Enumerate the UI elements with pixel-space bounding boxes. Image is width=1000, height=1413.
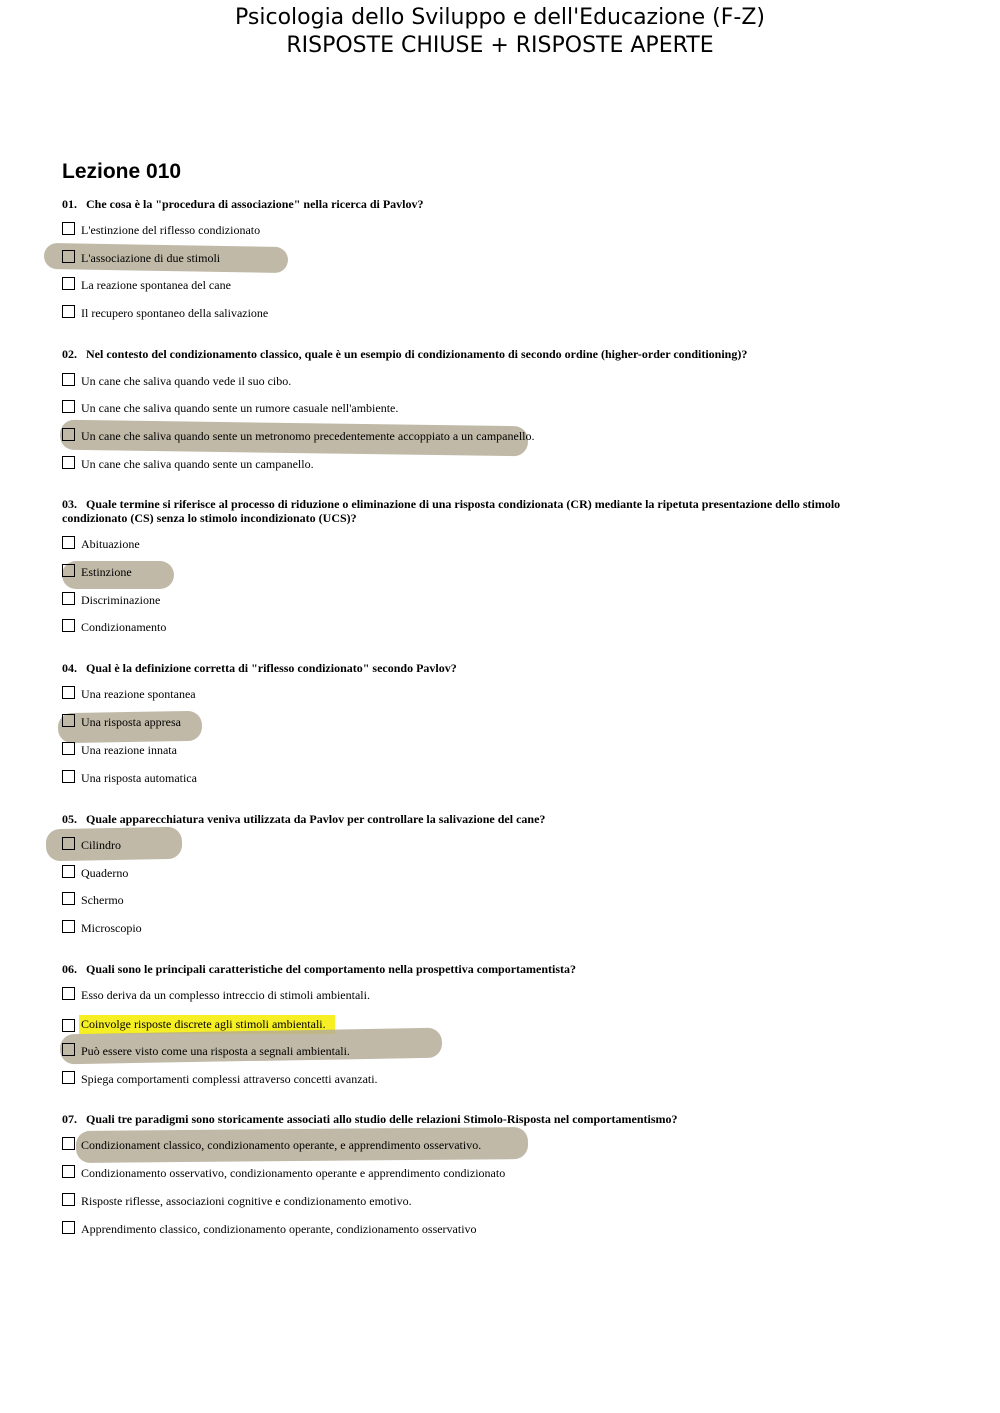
checkbox[interactable] bbox=[62, 1043, 75, 1056]
option-text: Coinvolge risposte discrete agli stimoli ambientali. bbox=[81, 1017, 326, 1031]
question-text: Che cosa è la "procedura di associazione" nella ricerca di Pavlov? bbox=[86, 197, 424, 211]
option-text: Un cane che saliva quando sente un metronomo precedentemente accoppiato a un campanello. bbox=[81, 429, 535, 443]
option-text: Esso deriva da un complesso intreccio di stimoli ambientali. bbox=[81, 988, 370, 1002]
checkbox[interactable] bbox=[62, 222, 75, 235]
checkbox[interactable] bbox=[62, 987, 75, 1000]
question-number: 03. bbox=[62, 497, 77, 511]
checkbox[interactable] bbox=[62, 1193, 75, 1206]
checkbox[interactable] bbox=[62, 536, 75, 549]
option-text: Una risposta automatica bbox=[81, 771, 197, 785]
option-text: Abituazione bbox=[81, 537, 140, 551]
option-text: Il recupero spontaneo della salivazione bbox=[81, 306, 269, 320]
checkbox[interactable] bbox=[62, 250, 75, 263]
option-text: Condizionamento bbox=[81, 620, 167, 634]
option-text: L'estinzione del riflesso condizionato bbox=[81, 223, 261, 237]
checkbox[interactable] bbox=[62, 400, 75, 413]
checkbox[interactable] bbox=[62, 428, 75, 441]
checkbox[interactable] bbox=[62, 1221, 75, 1234]
option-text: Quaderno bbox=[81, 866, 129, 880]
question-number: 06. bbox=[62, 962, 77, 976]
question-06 bbox=[62, 962, 902, 976]
option-text: Una reazione innata bbox=[81, 743, 177, 757]
question-number: 01. bbox=[62, 197, 77, 211]
question-03 bbox=[62, 497, 902, 525]
checkbox[interactable] bbox=[62, 619, 75, 632]
option-text: Condizionament classico, condizionamento operante, e apprendimento osservativo. bbox=[81, 1138, 482, 1152]
option-text: Una reazione spontanea bbox=[81, 687, 196, 701]
checkbox[interactable] bbox=[62, 305, 75, 318]
checkbox[interactable] bbox=[62, 592, 75, 605]
question-number: 02. bbox=[62, 347, 77, 361]
option-text: Una risposta appresa bbox=[81, 715, 181, 729]
question-text: Qual è la definizione corretta di "riflesso condizionato" secondo Pavlov? bbox=[86, 661, 457, 675]
option-text: Spiega comportamenti complessi attraverso concetti avanzati. bbox=[81, 1072, 378, 1086]
option-text: Un cane che saliva quando sente un rumore casuale nell'ambiente. bbox=[81, 401, 399, 415]
checkbox[interactable] bbox=[62, 564, 75, 577]
checkbox[interactable] bbox=[62, 1019, 75, 1032]
option-text: Condizionamento osservativo, condizionamento operante e apprendimento condizionato bbox=[81, 1166, 506, 1180]
checkbox[interactable] bbox=[62, 920, 75, 933]
question-number: 04. bbox=[62, 661, 77, 675]
question-number: 05. bbox=[62, 812, 77, 826]
question-text: Quale apparecchiatura veniva utilizzata da Pavlov per controllare la salivazione del cane? bbox=[86, 812, 546, 826]
option-text: Cilindro bbox=[81, 838, 122, 852]
question-text: Quale termine si riferisce al processo di riduzione o eliminazione di una risposta condizionata (CR) mediante la ripetuta presentazione dello stimolo condizionato (CS) senza lo stimolo incondizionato (UCS)? bbox=[62, 497, 841, 525]
checkbox[interactable] bbox=[62, 770, 75, 783]
option-text: Un cane che saliva quando sente un campanello. bbox=[81, 457, 314, 471]
document-subtitle: RISPOSTE CHIUSE + RISPOSTE APERTE bbox=[286, 33, 714, 58]
checkbox[interactable] bbox=[62, 837, 75, 850]
checkbox[interactable] bbox=[62, 686, 75, 699]
option-text: Schermo bbox=[81, 893, 124, 907]
question-text: Quali tre paradigmi sono storicamente associati allo studio delle relazioni Stimolo-Risposta nel comportamentismo? bbox=[86, 1112, 678, 1126]
option-text: Può essere visto come una risposta a segnali ambientali. bbox=[81, 1044, 350, 1058]
question-number: 07. bbox=[62, 1112, 77, 1126]
checkbox[interactable] bbox=[62, 373, 75, 386]
question-text: Nel contesto del condizionamento classico, quale è un esempio di condizionamento di secondo ordine (higher-order conditioning)? bbox=[86, 347, 748, 361]
option-text: Estinzione bbox=[81, 565, 132, 579]
checkbox[interactable] bbox=[62, 892, 75, 905]
option-text: Microscopio bbox=[81, 921, 142, 935]
checkbox[interactable] bbox=[62, 742, 75, 755]
option-text: La reazione spontanea del cane bbox=[81, 278, 231, 292]
lesson-title: Lezione 010 bbox=[62, 160, 182, 183]
checkbox[interactable] bbox=[62, 1071, 75, 1084]
question-07 bbox=[62, 1112, 902, 1126]
checkbox[interactable] bbox=[62, 1165, 75, 1178]
checkbox[interactable] bbox=[62, 865, 75, 878]
question-05 bbox=[62, 812, 902, 826]
option-text: Apprendimento classico, condizionamento operante, condizionamento osservativo bbox=[81, 1222, 477, 1236]
checkbox[interactable] bbox=[62, 456, 75, 469]
checkbox[interactable] bbox=[62, 714, 75, 727]
question-01 bbox=[62, 197, 902, 211]
checkbox[interactable] bbox=[62, 277, 75, 290]
document-title: Psicologia dello Sviluppo e dell'Educazione (F-Z) bbox=[235, 5, 765, 30]
option-text: Risposte riflesse, associazioni cognitive e condizionamento emotivo. bbox=[81, 1194, 412, 1208]
option-text: Discriminazione bbox=[81, 593, 161, 607]
option-text: Un cane che saliva quando vede il suo cibo. bbox=[81, 374, 292, 388]
option-text: L'associazione di due stimoli bbox=[81, 251, 221, 265]
question-04 bbox=[62, 661, 902, 675]
question-text: Quali sono le principali caratteristiche del comportamento nella prospettiva comportamentista? bbox=[86, 962, 577, 976]
document-header bbox=[0, 4, 1000, 60]
question-02 bbox=[62, 347, 902, 361]
checkbox[interactable] bbox=[62, 1137, 75, 1150]
